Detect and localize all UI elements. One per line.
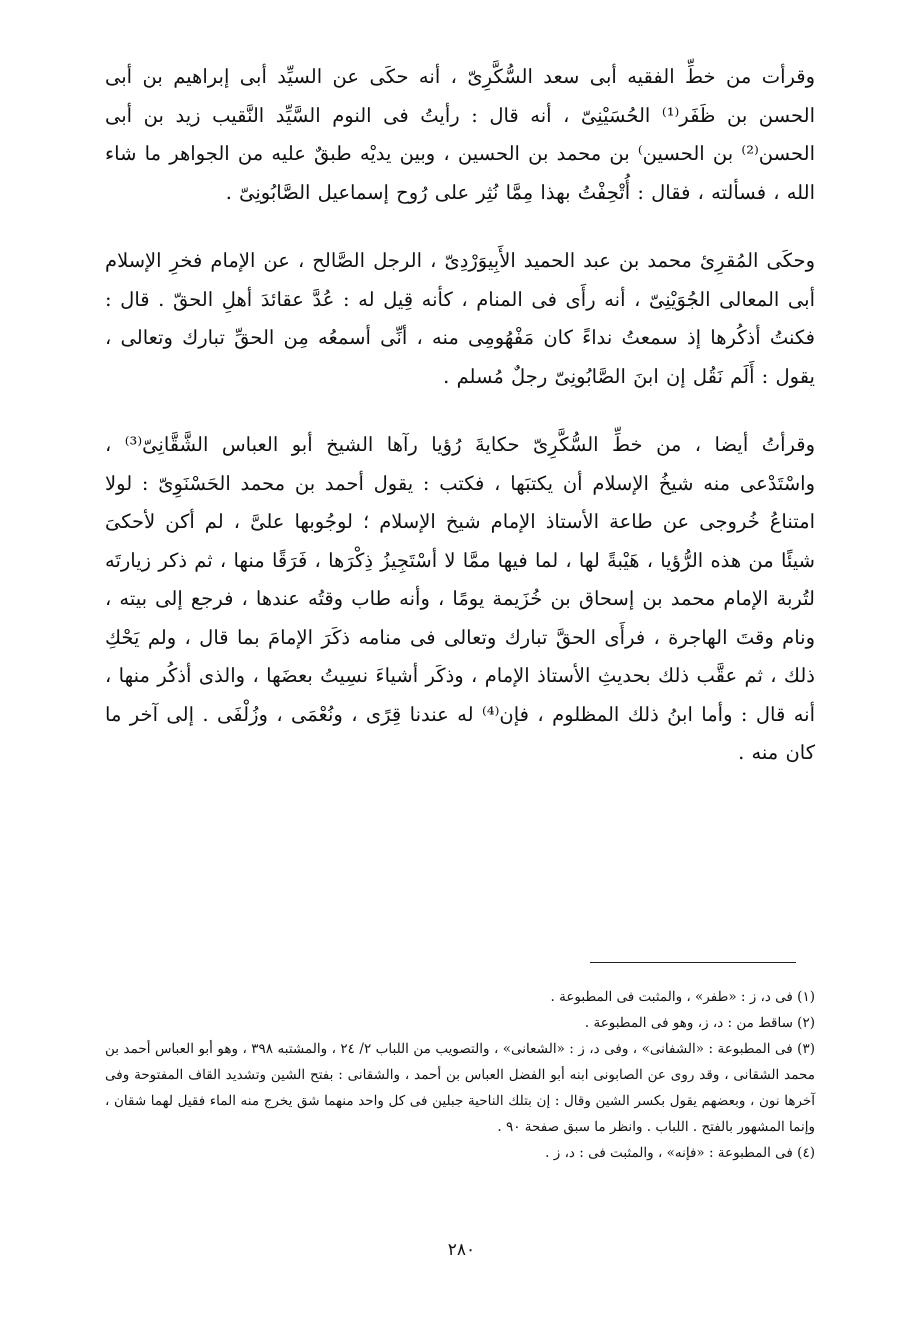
- footnote-separator: [590, 962, 796, 963]
- footnote-4: (٤) فى المطبوعة : «فإنه» ، والمثبت فى : د، ز .: [545, 1145, 815, 1161]
- paragraph-1: وقرأت من خطِّ الفقيه أبى سعد السُّكَّرِىّ ، أنه حكَى عن السيِّد أبى إبراهيم بن أبى الحسن بن ظَفَر⁽¹⁾ الحُسَيْنِىّ ، أنه قال : رأيتُ فى النوم السَّيِّد النَّقيب زيد بن أبى الحسن⁽²⁾ بن الحسين⁾ بن محمد بن الحسين ، وبين يديْه طبقٌ عليه من الجواهر ما شاء الله ، فسألته ، فقال : أُتْحِفْتُ بهذا مِمَّا نُثِر على رُوح إسماعيل الصَّابُونِىّ .: [105, 65, 815, 204]
- main-text: [105, 58, 815, 773]
- footnotes: [105, 984, 815, 1166]
- page-number: ٢٨٠: [447, 1240, 476, 1260]
- footnote-2: (٢) ساقط من : د، ز، وهو فى المطبوعة .: [584, 1015, 815, 1031]
- footnote-3: (٣) فى المطبوعة : «الشفانى» ، وفى د، ز : «الشعانى» ، والتصويب من اللباب ٢/ ٢٤ ، والمشتبه ٣٩٨ ، وهو أبو العباس أحمد بن محمد الشقانى ، وقد روى عن الصابونى ابنه أبو الفضل العباس بن أحمد ، والشقانى : بفتح الشين وتشديد القاف المفتوحة وفى آخرها نون ، وبعضهم يقول بكسر الشين وقال : إن بتلك الناحية جبلين فى كل واحد منهما شق يخرج منه الماء فقيل لهما شقان ، وإنما المشهور بالفتح . اللباب . وانظر ما سبق صفحة ٩٠ .: [105, 1041, 815, 1135]
- paragraph-3: وقرأتُ أيضا ، من خطِّ السُّكَّرِىّ حكايةَ رُؤيا رآها الشيخ أبو العباس الشَّقَّانِىّ⁽³⁾ ، واسْتَدْعى منه شيخُ الإسلام أن يكتبَها ، فكتب : يقول أحمد بن محمد الحَسْنَوِىّ : لولا امتناعُ خُروجى عن طاعة الأستاذ الإمام شيخ الإسلام ؛ لوجُوبها علىَّ ، لم أكن لأحكىَ شيئًا من هذه الرُّؤيا ، هَيْبةً لها ، لما فيها ممَّا لا أسْتَجِيزُ ذِكْرَها ، فَرَقًا منها ، ثم ذكر زيارتَه لتُربة الإمام محمد بن إسحاق بن خُزَيمة يومًا ، وأنه طاب وقتُه عندها ، فرجع إلى بيته ، ونام وقتَ الهاجرة ، فرأَى الحقَّ تبارك وتعالى فى منامه ذكَرَ الإمامَ بما قال ، ولم يَحْكِ ذلك ، ثم عقَّب ذلك بحديثِ الأستاذ الإمام ، وذكَر أشياءَ نسِيتُ بعضَها ، والذى أذكُر منها ، أنه قال : وأما ابنُ ذلك المظلوم ، فإن⁽⁴⁾ له عندنا قِرًى ، ونُعْمَى ، وزُلْفَى . إلى آخر ما كان منه .: [105, 433, 815, 764]
- footnote-1: (١) فى د، ز : «طفر» ، والمثبت فى المطبوعة .: [550, 989, 815, 1005]
- paragraph-2: وحكَى المُقرِئ محمد بن عبد الحميد الأَبِيوَرْدِىّ ، الرجل الصَّالح ، عن الإمام فخرِ الإسلام أبى المعالى الجُوَيْنِىّ ، أنه رأَى فى المنام ، كأنه قِيل له : عُدَّ عقائدَ أهلِ الحقّ . قال : فكنتُ أذكُرها إذ سمعتُ نداءً كان مَفْهُومِى منه ، أنِّى أسمعُه مِن الحقِّ تبارك وتعالى ، يقول : أَلَم نَقُل إن ابنَ الصَّابُونِىّ رجلٌ مُسلم .: [105, 249, 815, 388]
